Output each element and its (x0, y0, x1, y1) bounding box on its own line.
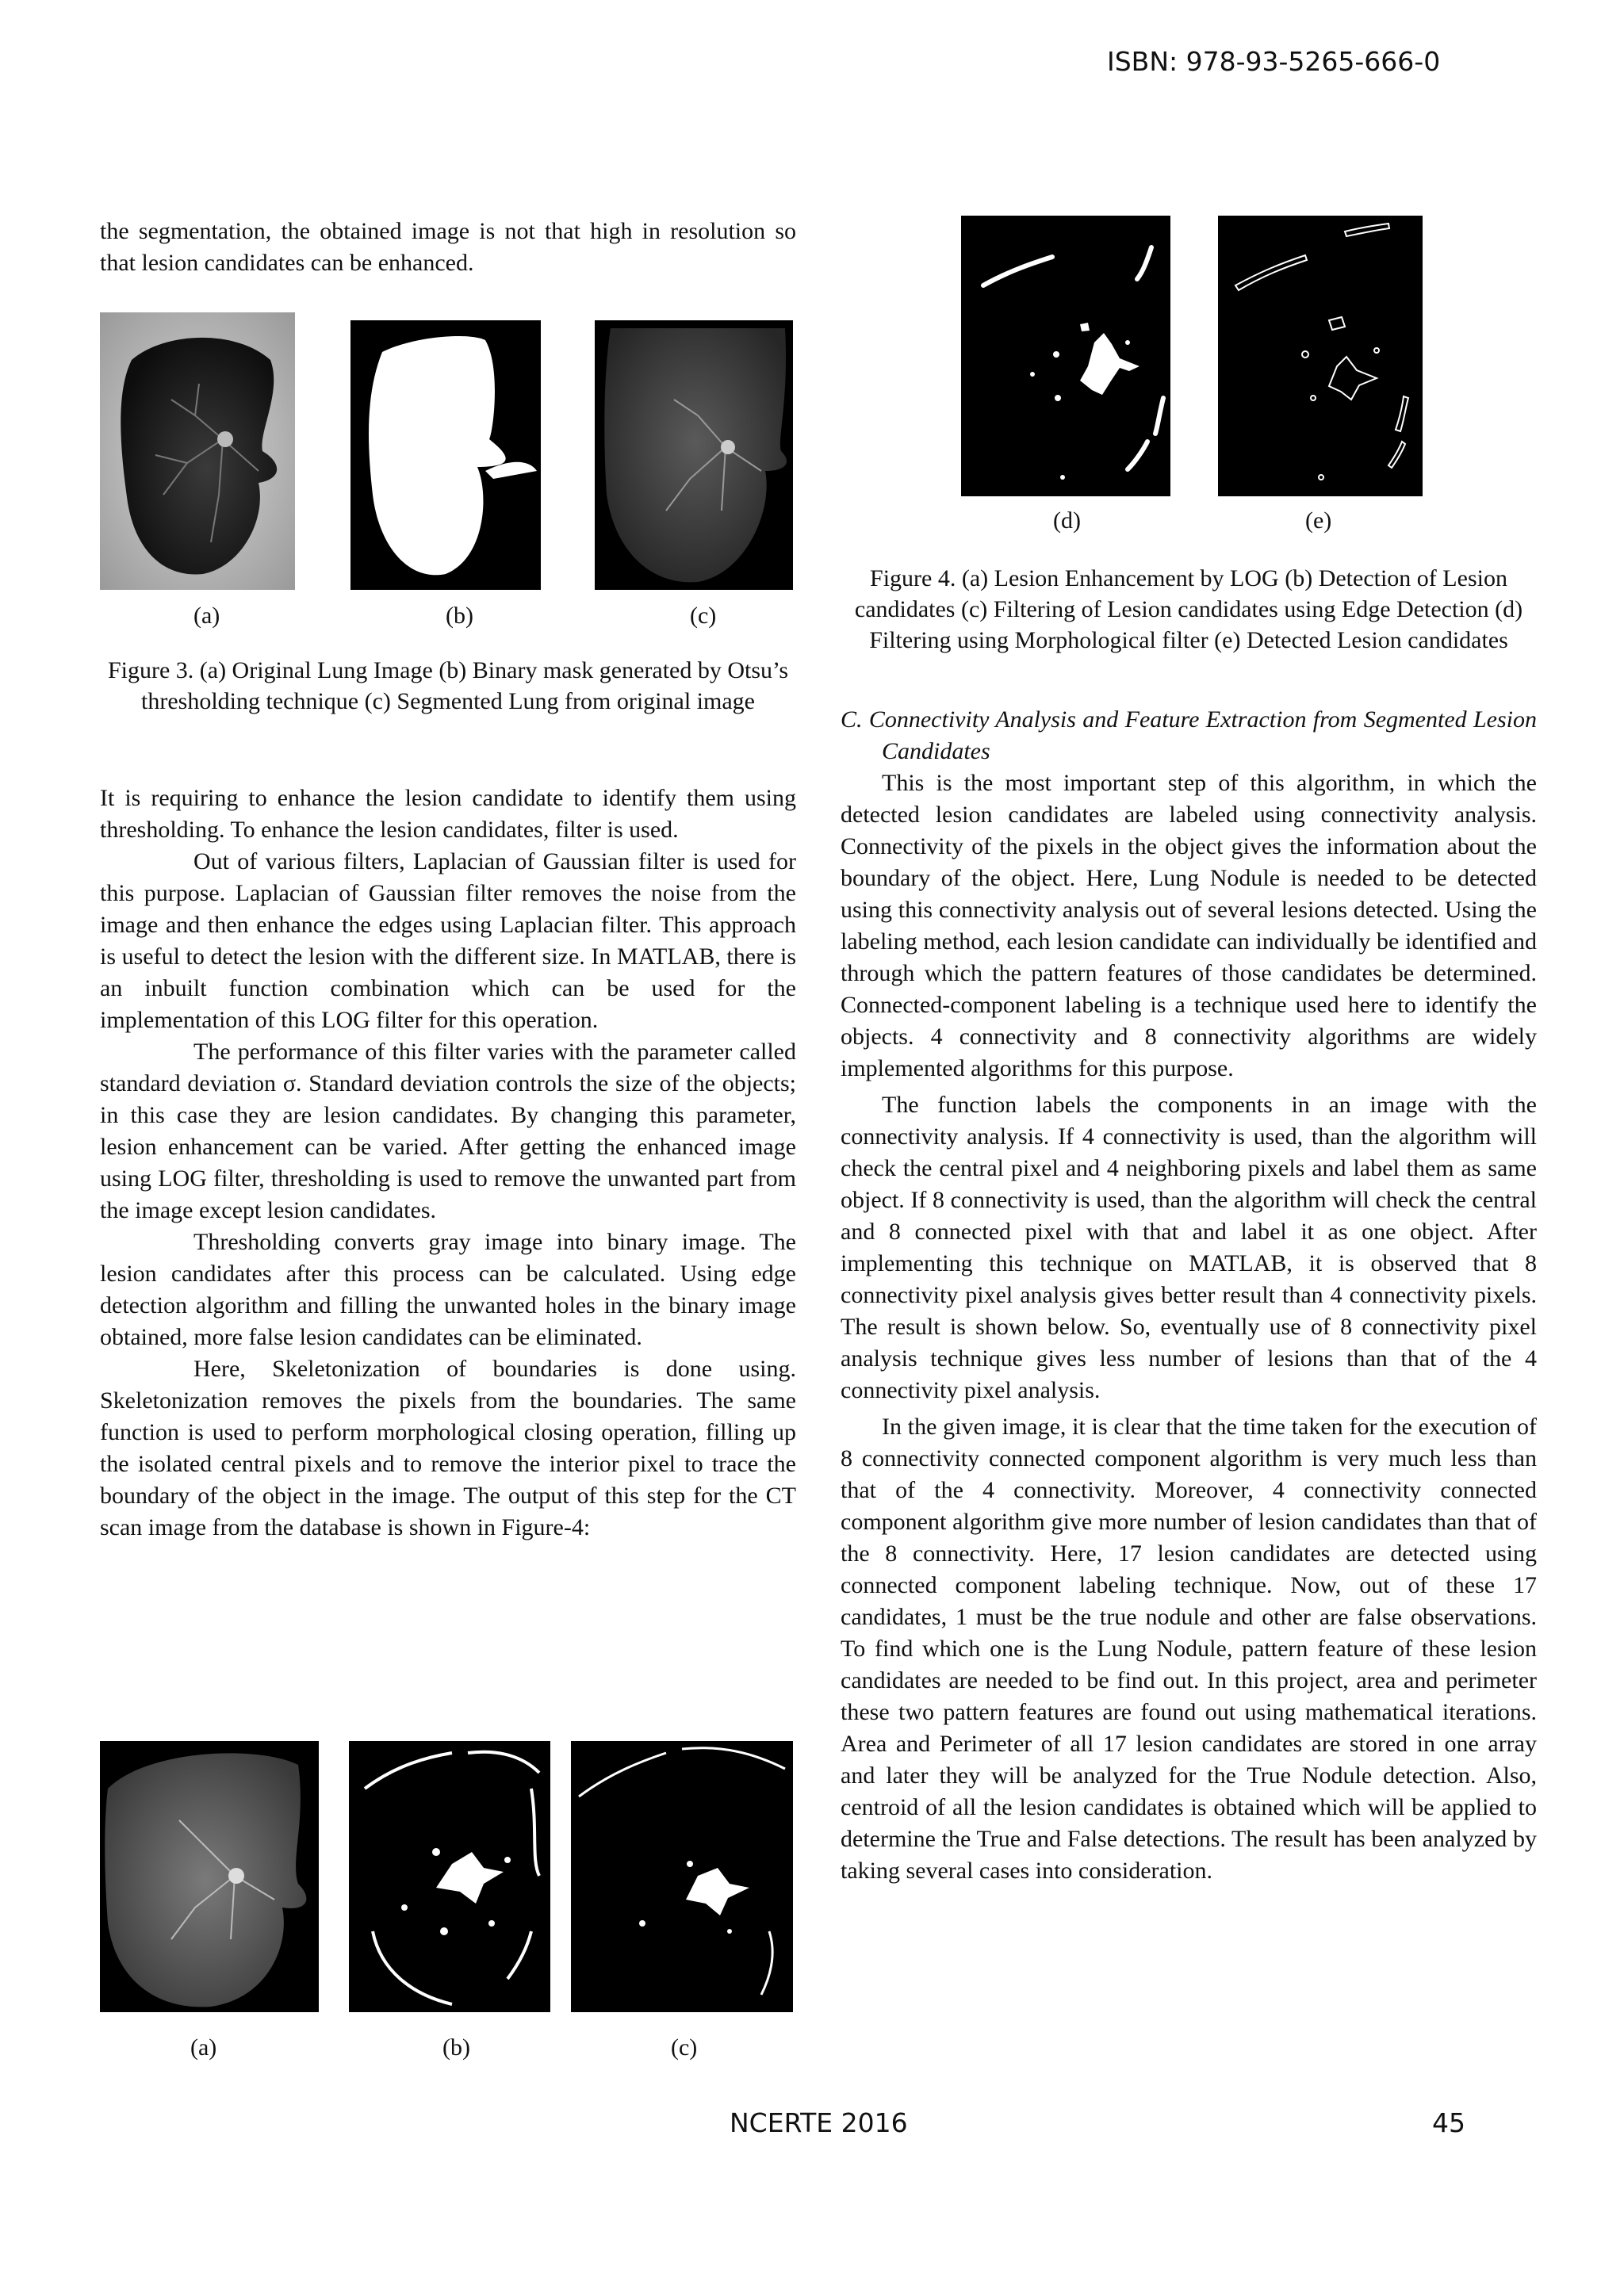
figure4-a-log-enhancement (100, 1741, 319, 2012)
page-number: 45 (1432, 2107, 1465, 2138)
fig3-label-b: (b) (446, 603, 473, 629)
fig4-label-c: (c) (671, 2034, 698, 2061)
figure3-a-original-lung (100, 312, 295, 590)
left-body (100, 783, 796, 1544)
fig3-label-a: (a) (193, 603, 220, 629)
figure4-d-morphological-filter (961, 216, 1170, 496)
left-intro (100, 216, 796, 279)
figure4-e-detected-lesions (1218, 216, 1423, 496)
left-paragraph-4: Thresholding converts gray image into binary image. The lesion candidates after this process can be calculated. Using edge detection algorithm and filling the unwanted holes in the binary image obtained, more false lesion candidates can be eliminated. (100, 1229, 796, 1350)
left-paragraph-3: The performance of this filter varies with the parameter called standard deviation σ. Standard deviation controls the size of the objects; in this case they are lesion candidates. By changing this parameter, lesion enhancement can be varied. After getting the enhanced image using LOG filter, thresholding is used to remove the unwanted part from the image except lesion candidates. (100, 1039, 796, 1223)
fig4-label-e: (e) (1305, 507, 1332, 534)
right-paragraph-2: The function labels the components in an image with the connectivity analysis. If 4 connectivity is used, than the algorithm will check the central pixel and 4 neighboring pixels and label them as same object. If 8 connectivity is used, than the algorithm will check the central and 8 connected pixel with that and label it as one object. After implementing this technique on MATLAB, it is observed that 8 connectivity pixel analysis gives better result than 4 connectivity pixels. The result is shown below. So, eventually use of 8 connectivity pixel analysis technique gives less number of lesions than that of the 4 connectivity pixel analysis. (841, 1092, 1537, 1403)
fig3-label-c: (c) (690, 603, 717, 629)
intro-paragraph: the segmentation, the obtained image is not that high in resolution so that lesion candidates can be enhanced. (100, 218, 796, 276)
section-c-heading: C. Connectivity Analysis and Feature Extraction from Segmented Lesion Candidates (841, 706, 1537, 764)
fig4-label-a: (a) (190, 2034, 217, 2061)
left-paragraph-2: Out of various filters, Laplacian of Gaussian filter is used for this purpose. Laplacian of Gaussian filter removes the noise from the image and then enhance the edges using Laplacian filter. This approach is useful to detect the lesion with the different size. In MATLAB, there is an inbuilt function combination which can be used for the implementation of this LOG filter for this operation. (100, 848, 796, 1033)
left-paragraph-5: Here, Skeletonization of boundaries is done using. Skeletonization removes the pixels from the boundaries. The same function is used to perform morphological closing operation, filling up the isolated central pixels and to remove the interior pixel to trace the boundary of the object in the image. The output of this step for the CT scan image from the database is shown in Figure-4: (100, 1356, 796, 1540)
right-body (841, 704, 1537, 1887)
fig4-label-b: (b) (442, 2034, 470, 2061)
left-paragraph-1: It is requiring to enhance the lesion candidate to identify them using thresholding. To enhance the lesion candidates, filter is used. (100, 785, 796, 843)
figure3-c-segmented-lung (595, 320, 793, 590)
figure4-b-lesion-detection (349, 1741, 550, 2012)
isbn-header: ISBN: 978-93-5265-666-0 (1107, 46, 1441, 77)
right-paragraph-1: This is the most important step of this algorithm, in which the detected lesion candidates are labeled using connectivity analysis. Connectivity of the pixels in the object gives the information about the boundary of the object. Here, Lung Nodule is needed to be detected using this connectivity analysis out of several lesions detected. Using the labeling method, each lesion candidate can individually be identified and through which the pattern features of those candidates be determined. Connected-component labeling is a technique used here to identify the objects. 4 connectivity and 8 connectivity algorithms are widely implemented algorithms for this purpose. (841, 770, 1537, 1081)
right-paragraph-3: In the given image, it is clear that the time taken for the execution of 8 connectivity connected component algorithm is very much less than that of the 4 connectivity. Moreover, 4 connectivity connected component algorithm give more number of lesion candidates than that of the 8 connectivity. Here, 17 lesion candidates are detected using connected component labeling technique. Now, out of these 17 candidates, 1 must be the true nodule and other are false observations. To find which one is the Lung Nodule, pattern feature of these lesion candidates are needed to be find out. In this project, area and perimeter these two pattern features are found out using mathematical iterations. Area and Perimeter of all 17 lesion candidates are stored in one array and later they will be analyzed for the True Nodule detection. Also, centroid of all the lesion candidates is obtained which will be applied to determine the True and False detections. The result has been analyzed by taking several cases into consideration. (841, 1414, 1537, 1884)
footer-conference: NCERTE 2016 (730, 2107, 908, 2138)
figure3-b-binary-mask (350, 320, 541, 590)
fig4-label-d: (d) (1053, 507, 1081, 534)
figure4-caption: Figure 4. (a) Lesion Enhancement by LOG (b) Detection of Lesion candidates (c) Filtering of Lesion candidates using Edge Detection (d) Filtering using Morphological filter (e) Detected Lesion candidates (854, 565, 1523, 653)
figure3-caption: Figure 3. (a) Original Lung Image (b) Binary mask generated by Otsu’s thresholding technique (c) Segmented Lung from original image (107, 657, 789, 714)
figure4-c-edge-filtering (571, 1741, 793, 2012)
